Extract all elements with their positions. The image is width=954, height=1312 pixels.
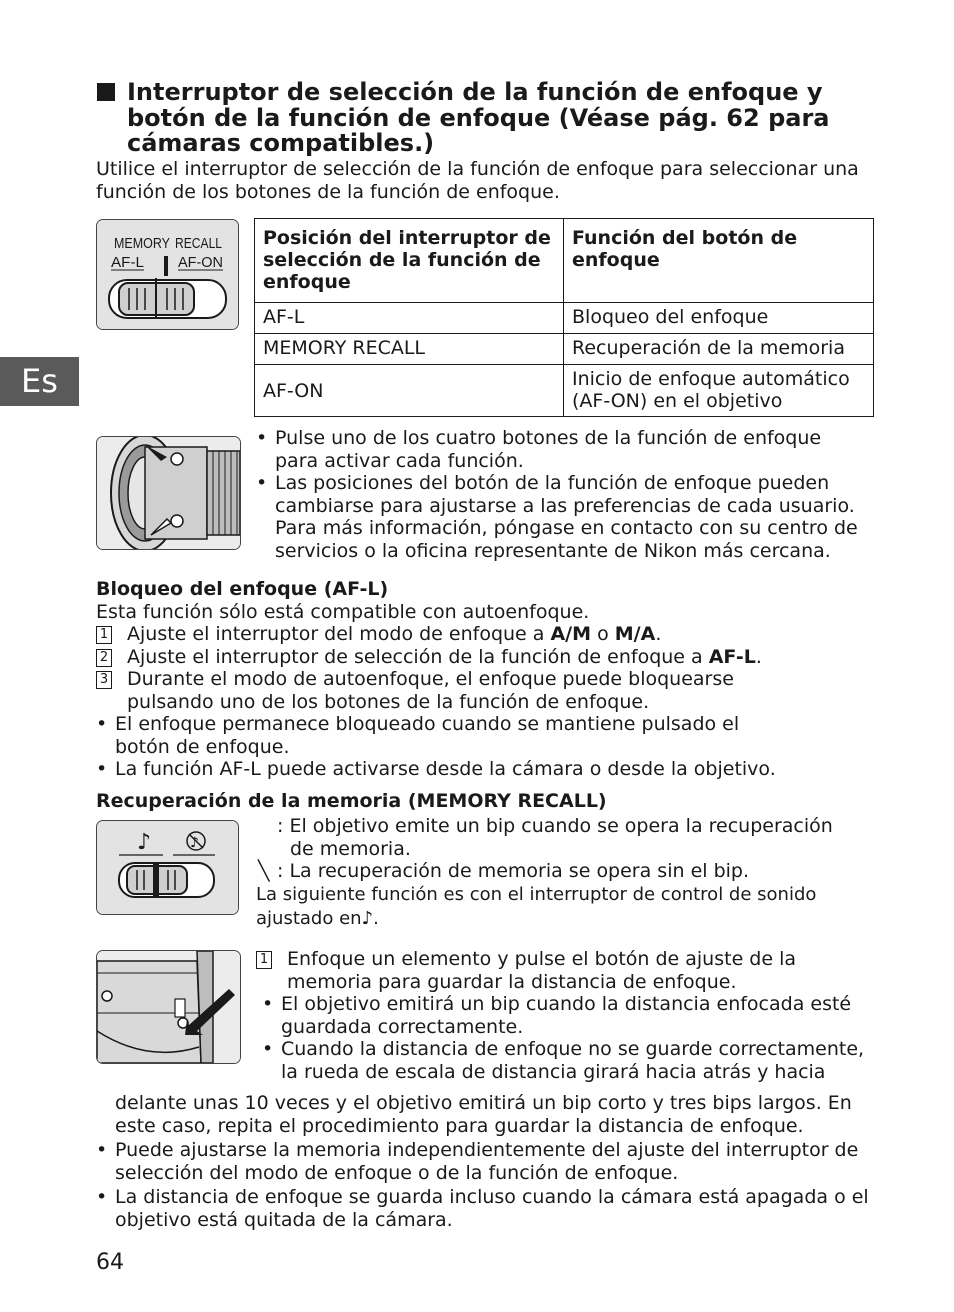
memory-step-1: 1 Enfoque un elemento y pulse el botón de ajuste de la memoria para guardar la distancia de enfoque. xyxy=(256,948,896,993)
afl-step-1: 1 Ajuste el interruptor del modo de enfoque a A/M o M/A. xyxy=(96,623,896,646)
sound-on-description: : El objetivo emite un bip cuando se opera la recuperación de memoria. xyxy=(277,815,833,860)
step-number-box: 1 xyxy=(256,951,272,969)
afon-label: AF-ON xyxy=(178,254,223,271)
table-row xyxy=(255,334,874,365)
lens-focus-buttons-illustration xyxy=(96,436,241,550)
afl-heading: Bloqueo del enfoque (AF-L) xyxy=(96,578,389,600)
table-cell: Bloqueo del enfoque xyxy=(564,303,874,334)
page-number: 64 xyxy=(96,1250,124,1275)
afl-subtitle: Esta función sólo está compatible con autoenfoque. xyxy=(96,600,590,623)
sound-settings xyxy=(256,815,896,931)
table-row xyxy=(255,303,874,334)
table-cell: Recuperación de la memoria xyxy=(564,334,874,365)
bullet-item: • Cuando la distancia de enfoque no se guarde correctamente, la rueda de escala de distancia girará hacia atrás y hacia xyxy=(262,1038,865,1083)
focus-function-table xyxy=(254,218,874,417)
bullet-item: • Pulse uno de los cuatro botones de la función de enfoque para activar cada función. xyxy=(256,427,822,472)
sound-on-icon: ♪ xyxy=(137,830,152,855)
memory-set-button-illustration xyxy=(96,950,241,1064)
bullet-item: • El enfoque permanece bloqueado cuando se mantiene pulsado el botón de enfoque. xyxy=(96,713,740,758)
memory-heading: Recuperación de la memoria (MEMORY RECALL) xyxy=(96,790,607,812)
section-title: Interruptor de selección de la función de enfoque y botón de la función de enfoque (Véase pág. 62 para cámaras compatibles.) xyxy=(127,78,830,157)
table-header-row xyxy=(255,219,874,303)
afl-step-2: 2 Ajuste el interruptor de selección de la función de enfoque a AF-L. xyxy=(96,646,896,669)
table-cell: Inicio de enfoque automático (AF-ON) en el objetivo xyxy=(564,365,874,417)
afl-section xyxy=(96,578,896,781)
bullet-item: • El objetivo emitirá un bip cuando la distancia enfocada esté guardada correctamente. xyxy=(262,993,852,1038)
intro-paragraph: Utilice el interruptor de selección de la función de enfoque para seleccionar una función de los botones de la función de enfoque. xyxy=(96,158,859,203)
table-cell: AF-L xyxy=(255,303,564,334)
memory-procedure xyxy=(256,948,896,1083)
bullet-item: • Las posiciones del botón de la función de enfoque pueden cambiarse para ajustarse a las preferencias de cada usuario. Para más información, póngase en contacto con su centro de servicios o la oficina representante de Nikon más cercana. xyxy=(256,472,858,562)
focus-buttons-bullets xyxy=(256,427,896,562)
step-number-box: 2 xyxy=(96,649,112,667)
bullet-item: • Puede ajustarse la memoria independientemente del ajuste del interruptor de selección del modo de enfoque o de la función de enfoque. xyxy=(96,1139,859,1184)
table-cell: AF-ON xyxy=(255,365,564,417)
step-number-box: 1 xyxy=(96,626,112,644)
memory-bottom-text: delante unas 10 veces y el objetivo emitirá un bip corto y tres bips largos. En este caso, repita el procedimiento para guardar la distancia de enfoque. • Puede ajustarse la memoria independientemente del ajuste del interruptor de selección del modo de enfoque o de la función de enfoque. • La distancia de enfoque se guarda incluso cuando la cámara está apagada o el objetivo está quitada de la cámara. xyxy=(96,1092,896,1231)
table-cell: MEMORY RECALL xyxy=(255,334,564,365)
sound-off-description: ╲ : La recuperación de memoria se opera sin el bip. xyxy=(258,860,750,882)
afl-label: AF-L xyxy=(111,254,144,271)
bullet-item: • La distancia de enfoque se guarda incluso cuando la cámara está apagada o el objetivo está quitada de la cámara. xyxy=(96,1186,869,1231)
step-number-box: 3 xyxy=(96,671,112,689)
table-row xyxy=(255,365,874,417)
sound-on-icon: ♪ xyxy=(361,907,374,929)
sound-off-icon: ╲ xyxy=(258,860,270,882)
memory-label: MEMORY xyxy=(114,235,170,252)
table-header: Función del botón de enfoque xyxy=(564,219,874,303)
sound-note: La siguiente función es con el interruptor de control de sonido ajustado en♪. xyxy=(256,883,817,929)
focus-function-switch-illustration xyxy=(96,219,239,330)
language-tab: Es xyxy=(0,357,79,406)
afl-step-3: 3 Durante el modo de autoenfoque, el enfoque puede bloquearse pulsando uno de los botones de la función de enfoque. xyxy=(96,668,896,713)
svg-text:♪: ♪ xyxy=(190,835,199,851)
table-header: Posición del interruptor de selección de la función de enfoque xyxy=(255,219,564,303)
sound-switch-illustration xyxy=(96,820,239,915)
recall-label: RECALL xyxy=(175,235,222,252)
title-bullet-square xyxy=(97,83,115,101)
bullet-item: • La función AF-L puede activarse desde la cámara o desde la objetivo. xyxy=(96,758,776,780)
